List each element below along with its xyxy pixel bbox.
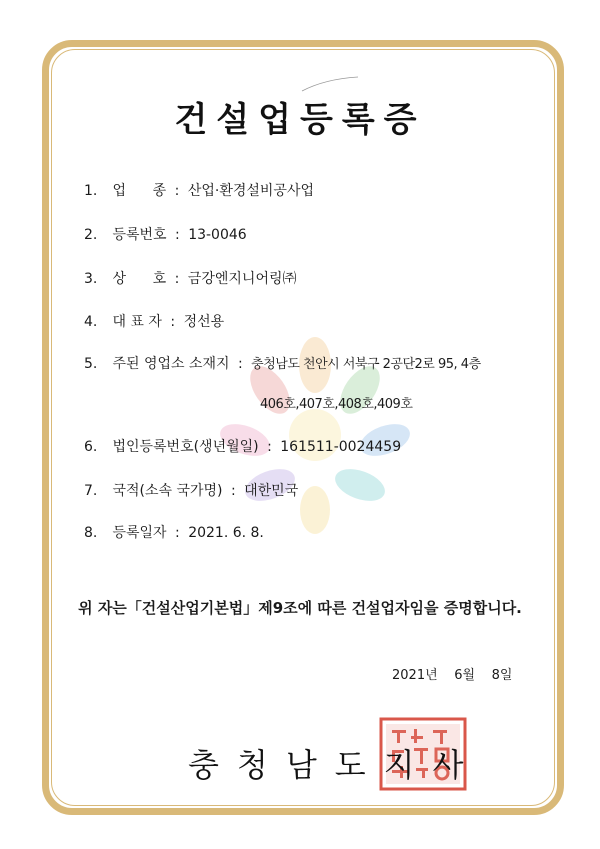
field-label: 등록일자: [112, 525, 167, 541]
field-separator: :: [170, 314, 176, 330]
field-number: 4.: [84, 314, 98, 330]
field-registration-date: [84, 522, 264, 542]
field-number: 5.: [84, 356, 98, 372]
address-line-2: 406호,407호,408호,409호: [260, 397, 413, 412]
field-main-office-address: [84, 353, 481, 373]
field-label: 등록번호: [112, 227, 167, 243]
field-label: 대 표 자: [112, 314, 162, 330]
field-business-type: [84, 180, 314, 200]
field-separator: :: [174, 183, 180, 199]
field-number: 3.: [84, 271, 98, 287]
issue-date: [392, 664, 512, 683]
field-value: 정선용: [183, 314, 225, 330]
issuer-name: 충청남도지사: [188, 746, 482, 784]
field-value: 13-0046: [188, 227, 247, 243]
field-number: 1.: [84, 183, 98, 199]
field-value: 금강엔지니어링㈜: [187, 271, 297, 287]
field-value: 161511-0024459: [280, 439, 402, 455]
field-separator: :: [175, 525, 180, 541]
field-value: 2021. 6. 8.: [188, 525, 264, 541]
field-label: 법인등록번호(생년월일): [112, 439, 259, 455]
field-representative: [84, 311, 224, 331]
field-company-name: [84, 268, 297, 288]
field-separator: :: [175, 227, 180, 243]
issue-year: 2021년: [392, 668, 438, 683]
field-label: 국적(소속 국가명): [112, 483, 223, 499]
field-value: 산업·환경설비공사업: [187, 183, 314, 199]
field-separator: :: [174, 271, 180, 287]
field-label: 업 종: [112, 183, 167, 199]
field-value: 충청남도 천안시 서북구 2공단2로 95, 4층: [251, 357, 481, 372]
issue-day: 8일: [491, 668, 513, 683]
field-registration-number: [84, 224, 247, 244]
field-corporate-registration-number: [84, 436, 401, 456]
field-label: 상 호: [112, 271, 167, 287]
field-number: 2.: [84, 227, 98, 243]
issue-month: 6월: [454, 668, 476, 683]
field-number: 7.: [84, 483, 98, 499]
field-value: 대한민국: [244, 483, 299, 499]
field-separator: :: [238, 356, 243, 372]
document-title: 건설업등록증: [174, 100, 426, 140]
field-separator: :: [267, 439, 272, 455]
certification-statement: 위 자는「건설산업기본법」제9조에 따른 건설업자임을 증명합니다.: [78, 599, 522, 617]
field-number: 6.: [84, 439, 98, 455]
field-nationality: [84, 480, 298, 500]
field-number: 8.: [84, 525, 98, 541]
field-separator: :: [230, 483, 236, 499]
field-label: 주된 영업소 소재지: [112, 356, 230, 372]
